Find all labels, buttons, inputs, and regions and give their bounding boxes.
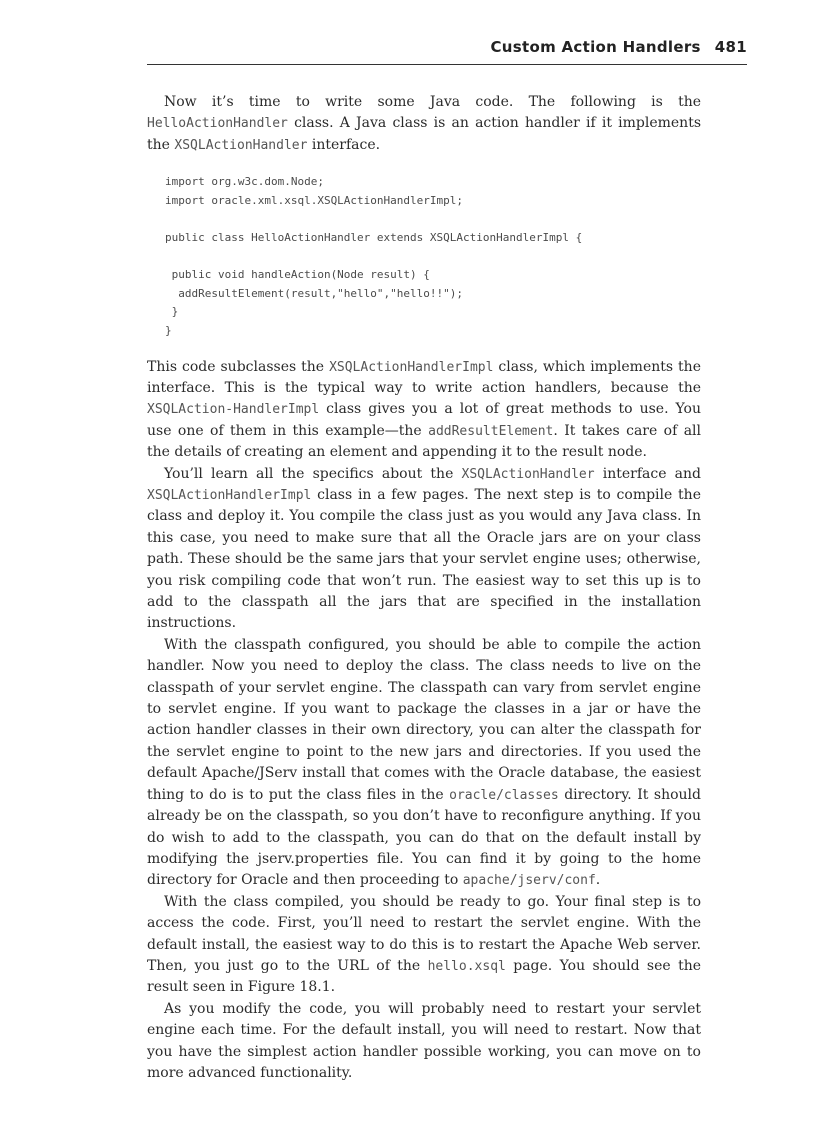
inline-code: hello.xsql (427, 958, 506, 974)
intro-paragraph (147, 92, 701, 156)
inline-code: apache/jserv/conf (462, 873, 596, 889)
code-line: addResultElement(result,"hello","hello!!"); (165, 286, 464, 300)
running-header (147, 38, 747, 65)
code-listing (165, 173, 701, 340)
paragraph-subclass (147, 357, 701, 464)
inline-code: XSQLActionHandlerImpl (329, 359, 494, 375)
paragraph-modify (147, 999, 701, 1085)
code-line: public class HelloActionHandler extends XSQLActionHandlerImpl { (165, 231, 583, 244)
text-run: class, which implements the interface. This is the typical way to write action handlers, because the (147, 358, 701, 396)
inline-code: XSQLActionHandler (174, 137, 308, 153)
code-line: import org.w3c.dom.Node; (165, 175, 324, 189)
code-line: public void handleAction(Node result) { (165, 268, 430, 282)
text-run: As you modify the code, you will probably need to restart your servlet engine each time. For the default install, you will need to restart. Now that you have the simplest action handler possible working, you can move on to more advanced functionality. (147, 1000, 701, 1081)
paragraph-access (147, 892, 701, 999)
code-line: } (165, 305, 179, 319)
page-number: 481 (714, 38, 747, 56)
text-run: interface and (594, 465, 701, 482)
inline-code: XSQLActionHandlerImpl (147, 488, 312, 503)
text-run: . (595, 872, 601, 889)
inline-code: oracle/classes (449, 787, 559, 803)
text-run: class. A Java class is an action handler if it implements the (147, 115, 701, 153)
inline-code: XSQLAction-HandlerImpl (147, 402, 320, 418)
inline-code: HelloActionHandler (147, 116, 288, 132)
text-run: page. You should see the result seen in Figure 18.1. (147, 957, 701, 996)
text-run: This code subclasses the (147, 358, 330, 375)
chapter-title: Custom Action Handlers (490, 38, 701, 56)
paragraph-deploy (147, 635, 701, 892)
text-run: With the class compiled, you should be ready to go. Your final step is to access the code. First, you’ll need to restart the servlet engine. With the default install, the easiest way to do this is to restart the Apache Web server. Then, you just go to the URL of the (147, 893, 701, 974)
text-run: You’ll learn all the specifics about the (164, 465, 462, 482)
body-text (147, 92, 701, 1084)
text-run: class in a few pages. The next step is to compile the class and deploy it. You compile the class just as you would any Java class. In this case, you need to make sure that all the Oracle jars are on your class path. These should be the same jars that your servlet engine uses; otherwise, you risk compiling code that won’t run. The easiest way to set this up is to add to the classpath all the jars that are specified in the installation instructions. (147, 487, 701, 632)
paragraph-compile (147, 464, 701, 635)
text-run: interface. (307, 136, 381, 153)
inline-code: addResultElement (428, 423, 554, 439)
code-line: } (165, 323, 172, 337)
text-run: With the classpath configured, you should be able to compile the action handler. Now you need to deploy the class. The class needs to live on the classpath of your servlet engine. The classpath can vary from servlet engine to servlet engine. If you want to package the classes in a jar or have the action handler classes in their own directory, you can alter the classpath for the servlet engine to point to the new jars and directories. If you used the default Apache/JServ install that comes with the Oracle database, the easiest thing to do is to put the class files in the (147, 636, 701, 803)
code-line: import oracle.xml.xsql.XSQLActionHandlerImpl; (165, 193, 464, 207)
inline-code: XSQLActionHandler (461, 466, 595, 482)
text-run: Now it’s time to write some Java code. The following is the (164, 94, 701, 110)
text-run: directory. It should already be on the classpath, so you don’t have to reconfigure anything. If you do wish to add to the classpath, you can do that on the default install by modifying the jserv.properties file. You can find it by going to the home directory for Oracle and then proceeding to (147, 786, 701, 889)
text-run: . It takes care of all the details of creating an element and appending it to the result node. (147, 422, 701, 461)
text-run: class gives you a lot of great methods to use. You use one of them in this example—the (147, 401, 701, 439)
